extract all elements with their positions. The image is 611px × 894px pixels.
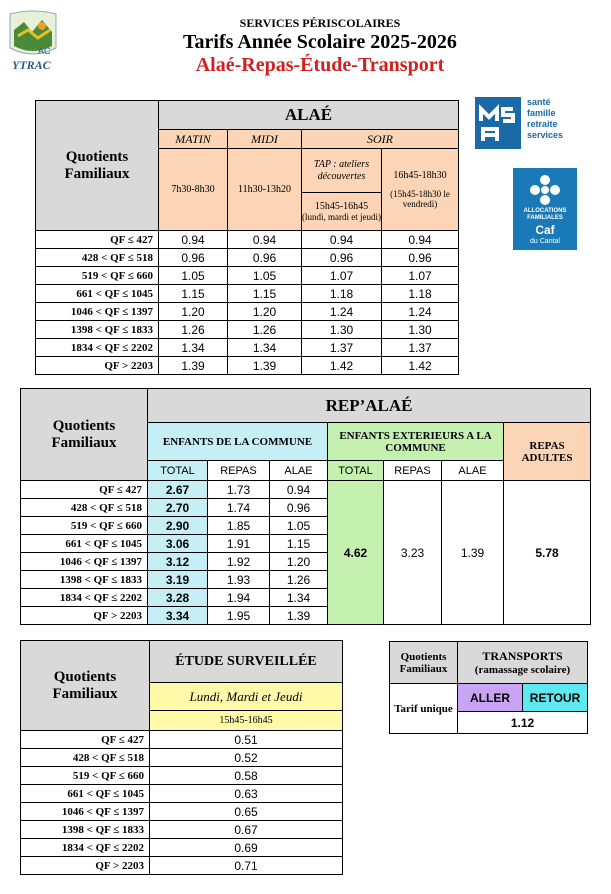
value-cell: 1.24 — [382, 303, 459, 321]
header-line1: SERVICES PÉRISCOLAIRES — [239, 16, 401, 30]
ytrac-top-text: AC — [38, 46, 51, 56]
total-cell: 3.12 — [148, 553, 208, 571]
qf-label: 1046 < QF ≤ 1397 — [21, 553, 148, 571]
value-cell: 0.63 — [150, 785, 343, 803]
repalae-qf-header: Quotients Familiaux — [21, 389, 148, 481]
value-cell: 1.26 — [159, 321, 228, 339]
table-row — [36, 231, 459, 249]
value-cell: 1.39 — [270, 607, 328, 625]
etude-qf-header: Quotients Familiaux — [21, 641, 150, 731]
value-cell: 1.94 — [208, 589, 270, 607]
value-cell: 0.94 — [382, 231, 459, 249]
alae-tap-cell — [302, 193, 382, 231]
msa-logo — [475, 97, 581, 149]
qf-label: QF > 2203 — [36, 357, 159, 375]
etude-title: ÉTUDE SURVEILLÉE — [150, 641, 343, 683]
value-cell: 1.37 — [302, 339, 382, 357]
value-cell: 0.69 — [150, 839, 343, 857]
value-cell: 1.37 — [382, 339, 459, 357]
qf-label: 428 < QF ≤ 518 — [36, 249, 159, 267]
qf-label: 428 < QF ≤ 518 — [21, 499, 148, 517]
etude-days: Lundi, Mardi et Jeudi — [150, 683, 343, 711]
alae-soir-cell — [382, 149, 459, 231]
qf-label: 661 < QF ≤ 1045 — [36, 285, 159, 303]
alae-table — [35, 100, 459, 375]
total-cell: 3.34 — [148, 607, 208, 625]
value-cell: 1.20 — [270, 553, 328, 571]
transport-qf-header: Quotients Familiaux — [390, 642, 458, 684]
value-cell: 1.07 — [302, 267, 382, 285]
table-row — [36, 285, 459, 303]
value-cell: 1.15 — [228, 285, 302, 303]
value-cell: 0.71 — [150, 857, 343, 875]
value-cell: 0.94 — [302, 231, 382, 249]
caf-line2: FAMILIALES — [527, 215, 563, 221]
repalae-exterieurs: ENFANTS EXTERIEURS A LA COMMUNE — [328, 423, 504, 461]
repalae-ext-repas-header: REPAS — [384, 461, 442, 481]
repalae-ext-alae-header: ALAE — [442, 461, 504, 481]
caf-sub: du Cantal — [530, 238, 560, 245]
msa-line-0: santé — [527, 97, 551, 107]
alae-soir: SOIR — [302, 130, 459, 149]
alae-matin-time: 7h30-8h30 — [159, 149, 228, 231]
qf-label: 519 < QF ≤ 660 — [21, 517, 148, 535]
qf-label: 1398 < QF ≤ 1833 — [21, 571, 148, 589]
value-cell: 1.20 — [228, 303, 302, 321]
repalae-commune: ENFANTS DE LA COMMUNE — [148, 423, 328, 461]
qf-label: 1046 < QF ≤ 1397 — [21, 803, 150, 821]
qf-label: 661 < QF ≤ 1045 — [21, 535, 148, 553]
value-cell: 0.94 — [228, 231, 302, 249]
qf-label: 428 < QF ≤ 518 — [21, 749, 150, 767]
value-cell: 1.20 — [159, 303, 228, 321]
alae-midi-time: 11h30-13h20 — [228, 149, 302, 231]
transport-title: TRANSPORTS — [482, 649, 563, 663]
value-cell: 1.85 — [208, 517, 270, 535]
table-row — [36, 303, 459, 321]
value-cell: 1.42 — [382, 357, 459, 375]
value-cell: 1.74 — [208, 499, 270, 517]
caf-line1: ALLOCATIONS — [523, 208, 567, 214]
table-row — [21, 839, 343, 857]
repalae-adultes: REPAS ADULTES — [504, 423, 591, 481]
header-line3: Alaé-Repas-Étude-Transport — [195, 54, 445, 76]
msa-line-1: famille — [527, 108, 556, 118]
ytrac-text: YTRAC — [12, 58, 51, 72]
ytrac-logo — [4, 8, 62, 84]
msa-line-2: retraite — [527, 119, 558, 129]
etude-table — [20, 640, 343, 875]
value-cell: 1.39 — [159, 357, 228, 375]
value-cell: 1.34 — [270, 589, 328, 607]
value-cell: 1.30 — [382, 321, 459, 339]
caf-logo — [513, 168, 577, 250]
table-row — [36, 357, 459, 375]
repalae-ext-total-header: TOTAL — [328, 461, 384, 481]
total-cell: 3.06 — [148, 535, 208, 553]
value-cell: 1.95 — [208, 607, 270, 625]
value-cell: 1.34 — [159, 339, 228, 357]
table-row — [21, 785, 343, 803]
table-row — [21, 767, 343, 785]
repalae-repas-header: REPAS — [208, 461, 270, 481]
alae-tap-time: 15h45-16h45 — [314, 201, 369, 212]
repalae-ext-alae: 1.39 — [442, 481, 504, 625]
value-cell: 1.91 — [208, 535, 270, 553]
qf-label: 519 < QF ≤ 660 — [21, 767, 150, 785]
qf-label: 1398 < QF ≤ 1833 — [36, 321, 159, 339]
repalae-total-header: TOTAL — [148, 461, 208, 481]
repalae-table — [20, 388, 591, 625]
table-row — [36, 267, 459, 285]
table-row — [21, 857, 343, 875]
transport-table — [389, 641, 588, 734]
qf-label: 519 < QF ≤ 660 — [36, 267, 159, 285]
value-cell: 1.18 — [302, 285, 382, 303]
table-row — [36, 249, 459, 267]
table-row — [21, 749, 343, 767]
value-cell: 0.52 — [150, 749, 343, 767]
alae-midi: MIDI — [228, 130, 302, 149]
total-cell: 2.67 — [148, 481, 208, 499]
total-cell: 2.90 — [148, 517, 208, 535]
total-cell: 3.28 — [148, 589, 208, 607]
table-row — [21, 821, 343, 839]
alae-qf-header: Quotients Familiaux — [36, 101, 159, 231]
value-cell: 0.65 — [150, 803, 343, 821]
value-cell: 0.58 — [150, 767, 343, 785]
header — [110, 16, 530, 77]
alae-matin: MATIN — [159, 130, 228, 149]
repalae-adultes-value: 5.78 — [504, 481, 591, 625]
qf-label: QF ≤ 427 — [36, 231, 159, 249]
header-line2: Tarifs Année Scolaire 2025-2026 — [183, 31, 457, 53]
value-cell: 0.94 — [270, 481, 328, 499]
value-cell: 1.34 — [228, 339, 302, 357]
value-cell: 1.26 — [228, 321, 302, 339]
value-cell: 0.94 — [159, 231, 228, 249]
value-cell: 1.42 — [302, 357, 382, 375]
qf-label: 1834 < QF ≤ 2202 — [36, 339, 159, 357]
alae-tap-days: (lundi, mardi et jeudi) — [302, 212, 381, 222]
value-cell: 1.18 — [382, 285, 459, 303]
repalae-ext-repas: 3.23 — [384, 481, 442, 625]
repalae-alae-header: ALAE — [270, 461, 328, 481]
table-row — [36, 321, 459, 339]
table-row — [21, 731, 343, 749]
alae-tap-title: TAP : ateliers découvertes — [302, 149, 382, 193]
caf-brand: Caf — [535, 223, 555, 237]
value-cell: 1.15 — [270, 535, 328, 553]
value-cell: 0.67 — [150, 821, 343, 839]
table-row — [21, 803, 343, 821]
value-cell: 0.96 — [270, 499, 328, 517]
qf-label: 1398 < QF ≤ 1833 — [21, 821, 150, 839]
qf-label: 1046 < QF ≤ 1397 — [36, 303, 159, 321]
total-cell: 2.70 — [148, 499, 208, 517]
table-row — [21, 481, 591, 499]
transport-tarif: Tarif unique — [390, 684, 458, 734]
value-cell: 1.05 — [159, 267, 228, 285]
alae-soir-time: 16h45-18h30 — [393, 170, 447, 181]
value-cell: 0.96 — [228, 249, 302, 267]
value-cell: 1.73 — [208, 481, 270, 499]
transport-aller: ALLER — [458, 684, 523, 712]
qf-label: 1834 < QF ≤ 2202 — [21, 589, 148, 607]
table-row — [36, 339, 459, 357]
alae-soir-note: (15h45-18h30 le vendredi) — [390, 189, 450, 209]
qf-label: 661 < QF ≤ 1045 — [21, 785, 150, 803]
qf-label: QF > 2203 — [21, 857, 150, 875]
etude-time: 15h45-16h45 — [150, 711, 343, 731]
transport-subtitle: (ramassage scolaire) — [474, 664, 571, 676]
qf-label: 1834 < QF ≤ 2202 — [21, 839, 150, 857]
msa-line-3: services — [527, 130, 564, 140]
value-cell: 1.39 — [228, 357, 302, 375]
value-cell: 0.96 — [159, 249, 228, 267]
transport-retour: RETOUR — [523, 684, 588, 712]
value-cell: 0.96 — [382, 249, 459, 267]
value-cell: 1.05 — [270, 517, 328, 535]
value-cell: 1.30 — [302, 321, 382, 339]
value-cell: 0.51 — [150, 731, 343, 749]
alae-title: ALAÉ — [159, 101, 459, 130]
value-cell: 0.96 — [302, 249, 382, 267]
qf-label: QF > 2203 — [21, 607, 148, 625]
repalae-ext-total: 4.62 — [328, 481, 384, 625]
qf-label: QF ≤ 427 — [21, 731, 150, 749]
value-cell: 1.24 — [302, 303, 382, 321]
value-cell: 1.26 — [270, 571, 328, 589]
qf-label: QF ≤ 427 — [21, 481, 148, 499]
value-cell: 1.92 — [208, 553, 270, 571]
transport-value: 1.12 — [458, 712, 588, 734]
value-cell: 1.15 — [159, 285, 228, 303]
transport-title-cell — [458, 642, 588, 684]
repalae-title: REP’ALAÉ — [148, 389, 591, 423]
value-cell: 1.07 — [382, 267, 459, 285]
value-cell: 1.05 — [228, 267, 302, 285]
value-cell: 1.93 — [208, 571, 270, 589]
total-cell: 3.19 — [148, 571, 208, 589]
